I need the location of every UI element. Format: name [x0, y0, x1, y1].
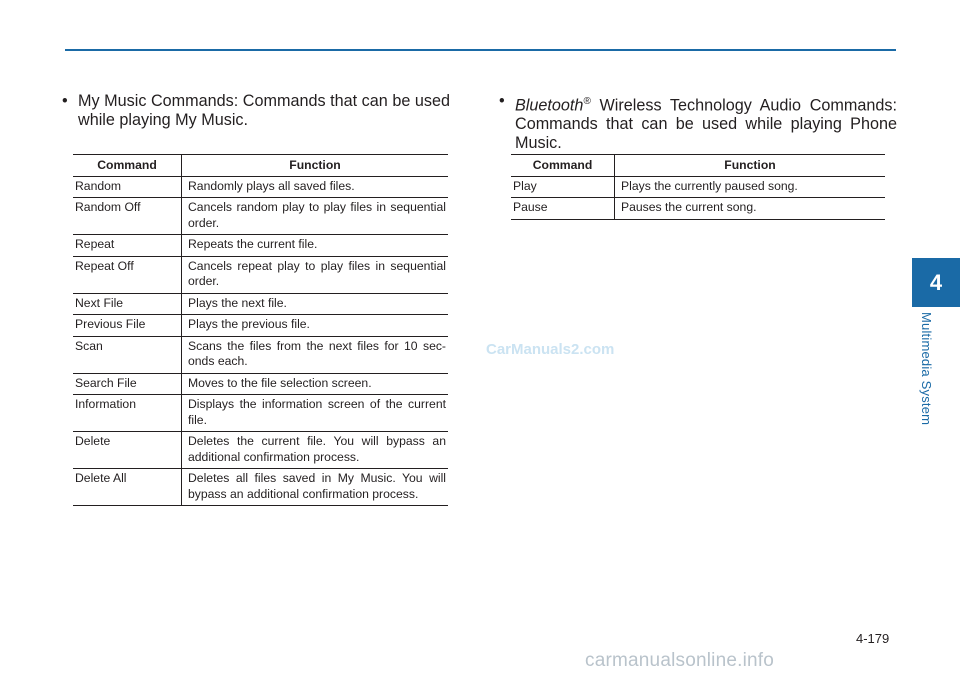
table-row [73, 469, 448, 506]
command-cell: Next File [73, 293, 182, 315]
chapter-tab: 4 [912, 258, 960, 307]
function-cell: Scans the files from the next files for 10 sec-onds each. [182, 336, 449, 373]
command-cell: Delete All [73, 469, 182, 506]
table-row [73, 176, 448, 198]
command-cell: Random Off [73, 198, 182, 235]
table-row [73, 432, 448, 469]
bluetooth-intro-rest: Wireless Technology Audio Commands: Commands that can be used while playing Phone Music. [515, 96, 897, 153]
function-cell: Deletes the current file. You will bypass an additional confirmation process. [182, 432, 449, 469]
bluetooth-intro [499, 92, 897, 153]
bluetooth-commands-table [511, 154, 885, 220]
function-cell: Plays the next file. [182, 293, 449, 315]
table-row [511, 176, 885, 198]
function-cell: Cancels random play to play files in sequential order. [182, 198, 449, 235]
table-row [511, 198, 885, 220]
command-cell: Pause [511, 198, 615, 220]
table-row [73, 198, 448, 235]
function-cell: Plays the previous file. [182, 315, 449, 337]
command-cell: Play [511, 176, 615, 198]
table-row [73, 373, 448, 395]
function-cell: Moves to the file selection screen. [182, 373, 449, 395]
bullet-dot: • [62, 92, 68, 110]
function-cell: Repeats the current file. [182, 235, 449, 257]
function-cell: Cancels repeat play to play files in sequential order. [182, 256, 449, 293]
command-cell: Delete [73, 432, 182, 469]
column-header-function: Function [615, 155, 886, 177]
table-row [73, 315, 448, 337]
command-cell: Search File [73, 373, 182, 395]
page-number: 4-179 [856, 631, 890, 646]
function-cell: Randomly plays all saved files. [182, 176, 449, 198]
command-cell: Random [73, 176, 182, 198]
table-row [73, 293, 448, 315]
function-cell: Pauses the current song. [615, 198, 886, 220]
my-music-intro [62, 92, 450, 130]
column-header-function: Function [182, 155, 449, 177]
my-music-commands-table [73, 154, 448, 506]
table-header-row [73, 155, 448, 177]
function-cell: Plays the currently paused song. [615, 176, 886, 198]
command-cell: Repeat [73, 235, 182, 257]
footer-watermark: carmanualsonline.info [585, 650, 775, 671]
table-header-row [511, 155, 885, 177]
bullet-dot: • [499, 92, 505, 110]
column-header-command: Command [73, 155, 182, 177]
registered-mark: ® [583, 96, 591, 107]
table-row [73, 256, 448, 293]
command-cell: Previous File [73, 315, 182, 337]
watermark: CarManuals2.com [486, 341, 615, 358]
bluetooth-brand: Bluetooth [515, 96, 584, 115]
table-row [73, 235, 448, 257]
chapter-label: Multimedia System [919, 312, 934, 426]
bluetooth-intro-text [515, 92, 897, 153]
table-row [73, 395, 448, 432]
column-header-command: Command [511, 155, 615, 177]
top-rule [65, 49, 896, 51]
command-cell: Scan [73, 336, 182, 373]
table-row [73, 336, 448, 373]
command-cell: Information [73, 395, 182, 432]
function-cell: Deletes all files saved in My Music. You will bypass an additional confirmation process. [182, 469, 449, 506]
command-cell: Repeat Off [73, 256, 182, 293]
function-cell: Displays the information screen of the current file. [182, 395, 449, 432]
my-music-intro-text: My Music Commands: Commands that can be used while playing My Music. [78, 92, 450, 129]
